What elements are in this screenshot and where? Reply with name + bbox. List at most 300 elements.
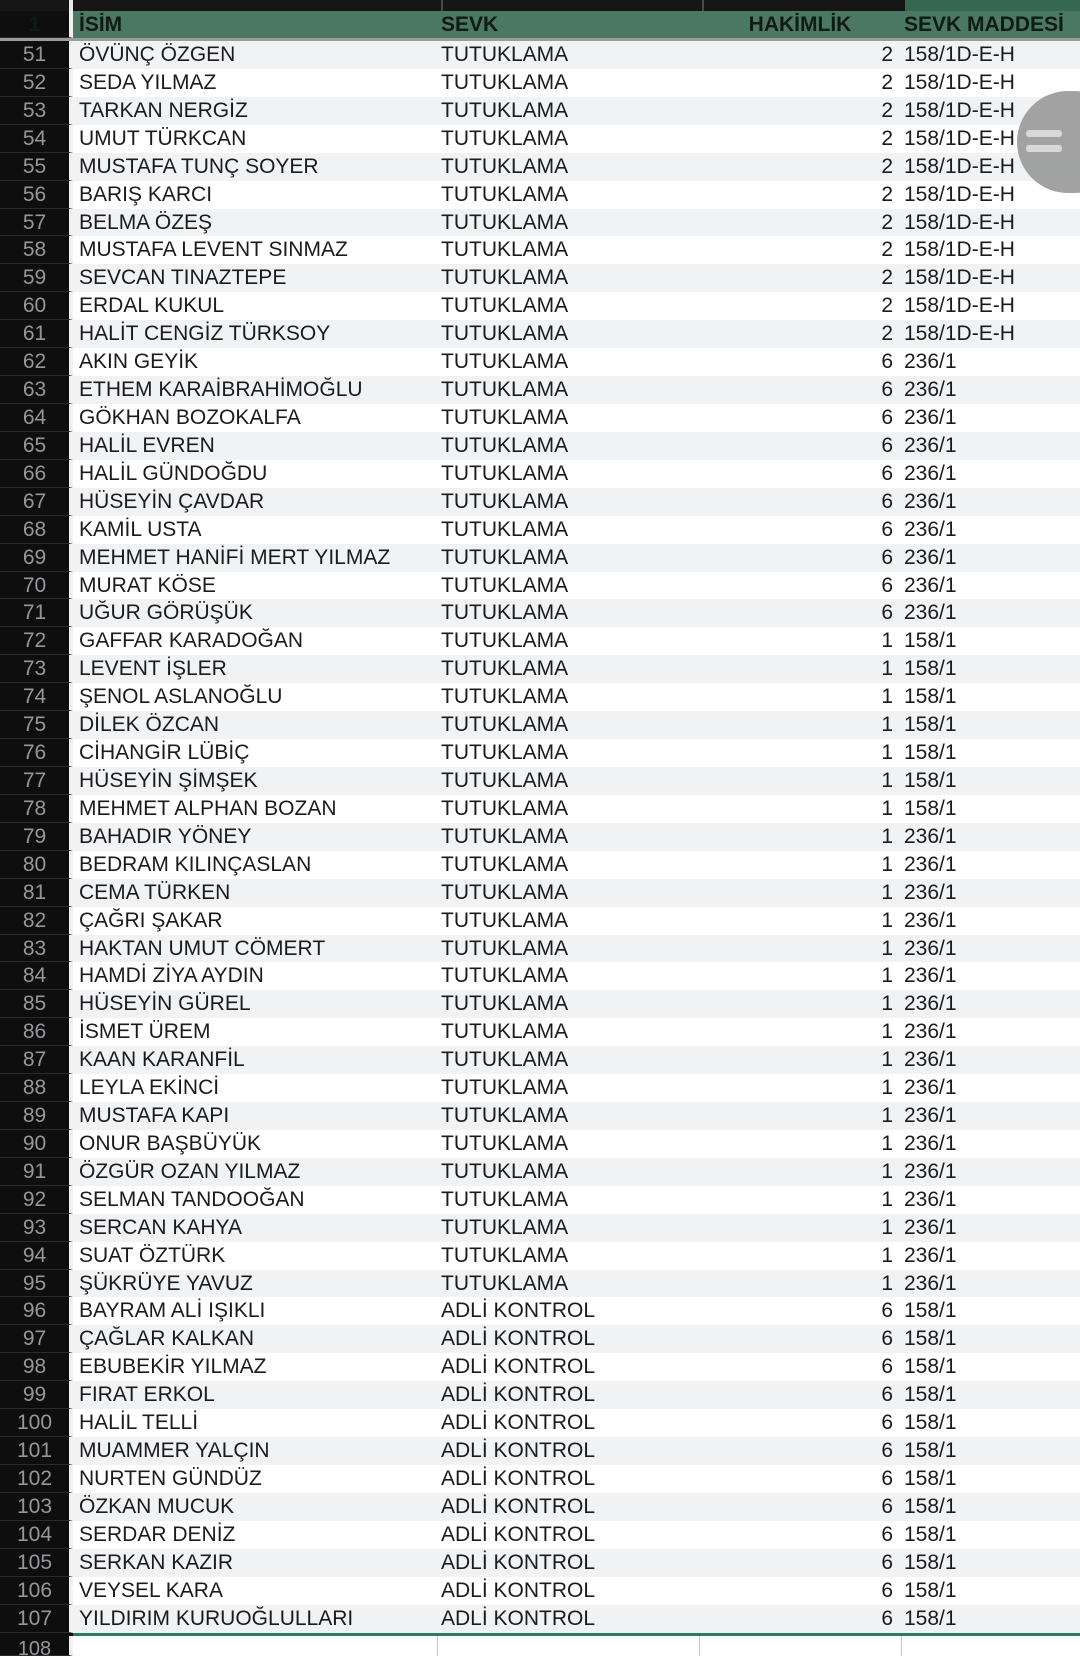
table-row[interactable] [0,292,1080,320]
cell-madde[interactable]: 158/1 [904,1327,957,1351]
cell-isim[interactable]: HALİL EVREN [79,433,215,457]
table-row[interactable] [0,739,1080,767]
cell-sevk[interactable]: TUTUKLAMA [441,294,569,318]
cell-isim[interactable]: SERKAN KAZIR [79,1550,234,1574]
cell-isim[interactable]: GAFFAR KARADOĞAN [79,629,304,653]
cell-sevk[interactable]: TUTUKLAMA [441,489,569,513]
cell-madde[interactable]: 236/1 [904,378,957,402]
table-row[interactable] [0,655,1080,683]
cell-madde[interactable]: 158/1 [904,1606,957,1630]
cell-sevk[interactable]: TUTUKLAMA [441,964,569,988]
cell-sevk[interactable]: TUTUKLAMA [441,210,569,234]
cell-hakimlik[interactable]: 2 [881,98,893,122]
table-row[interactable] [0,627,1080,655]
cell-sevk[interactable]: TUTUKLAMA [441,713,569,737]
cell-hakimlik[interactable]: 6 [881,517,893,541]
cell-isim[interactable]: FIRAT ERKOL [79,1383,215,1407]
cell-hakimlik[interactable]: 6 [881,1522,893,1546]
table-row[interactable] [0,851,1080,879]
table-row[interactable] [0,1353,1080,1381]
cell-sevk[interactable]: TUTUKLAMA [441,1187,569,1211]
cell-madde[interactable]: 158/1 [904,1439,957,1463]
cell-isim[interactable]: UMUT TÜRKCAN [79,126,247,150]
table-row[interactable] [0,879,1080,907]
cell-sevk[interactable]: TUTUKLAMA [441,43,569,66]
cell-sevk[interactable]: TUTUKLAMA [441,1048,569,1072]
table-row[interactable] [0,320,1080,348]
cell-sevk[interactable]: TUTUKLAMA [441,936,569,960]
cell-sevk[interactable]: TUTUKLAMA [441,685,569,709]
cell-isim[interactable]: BARIŞ KARCI [79,182,213,206]
table-row[interactable] [0,1381,1080,1409]
cell-hakimlik[interactable]: 1 [881,1131,893,1155]
cell-madde[interactable]: 158/1 [904,1494,957,1518]
cell-isim[interactable]: LEVENT İŞLER [79,657,227,681]
column-header-hakimlik[interactable]: HAKİMLİK [748,13,852,36]
cell-madde[interactable]: 158/1 [904,1411,957,1435]
cell-isim[interactable]: MUSTAFA TUNÇ SOYER [79,154,319,178]
table-row[interactable] [0,1437,1080,1465]
table-row[interactable] [0,1577,1080,1605]
cell-isim[interactable]: ŞENOL ASLANOĞLU [79,685,283,709]
table-row[interactable] [0,683,1080,711]
cell-madde[interactable]: 236/1 [904,601,957,625]
cell-madde[interactable]: 236/1 [904,1076,957,1100]
cell-sevk[interactable]: TUTUKLAMA [441,1159,569,1183]
cell-sevk[interactable]: TUTUKLAMA [441,126,569,150]
cell-isim[interactable]: NURTEN GÜNDÜZ [79,1467,262,1491]
cell-madde[interactable]: 158/1D-E-H [904,182,1015,206]
cell-sevk[interactable]: TUTUKLAMA [441,852,569,876]
cell-isim[interactable]: TARKAN NERGİZ [79,98,248,122]
cell-sevk[interactable]: TUTUKLAMA [441,1131,569,1155]
table-row[interactable] [0,236,1080,264]
empty-cell[interactable] [699,1636,901,1656]
cell-isim[interactable]: SEDA YILMAZ [79,70,217,94]
table-row[interactable] [0,907,1080,935]
cell-isim[interactable]: SERDAR DENİZ [79,1522,236,1546]
cell-hakimlik[interactable]: 6 [881,545,893,569]
table-row[interactable] [0,1074,1080,1102]
cell-hakimlik[interactable]: 6 [881,1606,893,1630]
cell-row-number: 103 [0,1493,73,1521]
cell-madde[interactable]: 236/1 [904,517,957,541]
cell-sevk[interactable]: TUTUKLAMA [441,1215,569,1239]
cell-isim[interactable]: HALİT CENGİZ TÜRKSOY [79,322,331,346]
table-row[interactable] [0,544,1080,572]
cell-hakimlik[interactable]: 1 [881,964,893,988]
cell-sevk[interactable]: TUTUKLAMA [441,517,569,541]
cell-madde[interactable]: 236/1 [904,433,957,457]
cell-sevk[interactable]: TUTUKLAMA [441,238,569,262]
table-row[interactable] [0,404,1080,432]
cell-hakimlik[interactable]: 6 [881,489,893,513]
cell-isim[interactable]: İSMET ÜREM [79,1020,211,1044]
cell-isim[interactable]: ÖVÜNÇ ÖZGEN [79,43,236,66]
cell-isim[interactable]: CİHANGİR LÜBİÇ [79,741,250,765]
cell-madde[interactable]: 236/1 [904,1187,957,1211]
table-row[interactable] [0,432,1080,460]
cell-madde[interactable]: 236/1 [904,461,957,485]
cell-hakimlik[interactable]: 6 [881,1383,893,1407]
table-row[interactable] [0,1046,1080,1074]
cell-hakimlik[interactable]: 1 [881,768,893,792]
table-row[interactable] [0,264,1080,292]
cell-hakimlik[interactable]: 1 [881,1187,893,1211]
cell-sevk[interactable]: TUTUKLAMA [441,378,569,402]
cell-hakimlik[interactable]: 6 [881,1355,893,1379]
cell-sevk[interactable]: TUTUKLAMA [441,266,569,290]
table-row[interactable] [0,1130,1080,1158]
cell-hakimlik[interactable]: 1 [881,852,893,876]
cell-madde[interactable]: 158/1 [904,1550,957,1574]
cell-isim[interactable]: SEVCAN TINAZTEPE [79,266,287,290]
cell-isim[interactable]: VEYSEL KARA [79,1578,223,1602]
cell-hakimlik[interactable]: 1 [881,880,893,904]
column-header-isim[interactable]: İSİM [79,13,123,36]
table-row[interactable] [0,1102,1080,1130]
cell-hakimlik[interactable]: 2 [881,70,893,94]
table-row[interactable] [0,348,1080,376]
cell-isim[interactable]: EBUBEKİR YILMAZ [79,1355,267,1379]
cell-madde[interactable]: 236/1 [904,1048,957,1072]
table-row[interactable] [0,990,1080,1018]
cell-madde[interactable]: 236/1 [904,1215,957,1239]
cell-madde[interactable]: 158/1 [904,1522,957,1546]
cell-sevk[interactable]: TUTUKLAMA [441,433,569,457]
cell-row-number: 51 [0,41,73,69]
table-row[interactable] [0,97,1080,125]
cell-sevk[interactable]: ADLİ KONTROL [441,1355,596,1379]
cell-hakimlik[interactable]: 1 [881,908,893,932]
table-row[interactable] [0,1605,1080,1633]
cell-hakimlik[interactable]: 2 [881,266,893,290]
cell-isim[interactable]: BEDRAM KILINÇASLAN [79,852,312,876]
cell-isim[interactable]: MUAMMER YALÇIN [79,1439,270,1463]
cell-sevk[interactable]: TUTUKLAMA [441,405,569,429]
cell-sevk[interactable]: ADLİ KONTROL [441,1550,596,1574]
table-row[interactable] [0,1493,1080,1521]
cell-hakimlik[interactable]: 1 [881,629,893,653]
cell-isim[interactable]: YILDIRIM KURUOĞLULLARI [79,1606,354,1630]
cell-madde[interactable]: 158/1D-E-H [904,43,1015,66]
cell-isim[interactable]: HÜSEYİN GÜREL [79,992,251,1016]
cell-row-number: 73 [0,655,73,683]
cell-hakimlik[interactable]: 6 [881,1327,893,1351]
cell-madde[interactable]: 158/1 [904,685,957,709]
cell-sevk[interactable]: ADLİ KONTROL [441,1439,596,1463]
cell-hakimlik[interactable]: 6 [881,601,893,625]
table-row[interactable] [0,1297,1080,1325]
cell-madde[interactable]: 236/1 [904,1131,957,1155]
cell-hakimlik[interactable]: 1 [881,1076,893,1100]
cell-sevk[interactable]: TUTUKLAMA [441,545,569,569]
cell-madde[interactable]: 236/1 [904,1271,957,1295]
table-row[interactable] [0,488,1080,516]
table-row[interactable] [0,935,1080,963]
cell-madde[interactable]: 158/1 [904,629,957,653]
cell-sevk[interactable]: TUTUKLAMA [441,1020,569,1044]
cell-isim[interactable]: MUSTAFA KAPI [79,1104,230,1128]
table-row[interactable] [0,153,1080,181]
cell-isim[interactable]: HÜSEYİN ÇAVDAR [79,489,265,513]
cell-madde[interactable]: 236/1 [904,1104,957,1128]
table-row[interactable] [0,1325,1080,1353]
cell-madde[interactable]: 236/1 [904,908,957,932]
cell-hakimlik[interactable]: 1 [881,1020,893,1044]
cell-madde[interactable]: 158/1D-E-H [904,154,1015,178]
cell-madde[interactable]: 236/1 [904,573,957,597]
table-row-empty[interactable] [0,1636,1080,1656]
cell-sevk[interactable]: TUTUKLAMA [441,70,569,94]
cell-sevk[interactable]: TUTUKLAMA [441,350,569,374]
cell-sevk[interactable]: ADLİ KONTROL [441,1411,596,1435]
cell-hakimlik[interactable]: 1 [881,1271,893,1295]
cell-hakimlik[interactable]: 6 [881,1578,893,1602]
cell-isim[interactable]: HAKTAN UMUT CÖMERT [79,936,326,960]
table-row[interactable] [0,1549,1080,1577]
column-header-sevk-maddesi[interactable]: SEVK MADDESİ [904,13,1064,36]
cell-sevk[interactable]: TUTUKLAMA [441,461,569,485]
cell-isim[interactable]: CEMA TÜRKEN [79,880,231,904]
cell-madde[interactable]: 158/1 [904,796,957,820]
cell-madde[interactable]: 158/1 [904,1299,957,1323]
table-row[interactable] [0,1018,1080,1046]
table-row[interactable] [0,1186,1080,1214]
cell-madde[interactable]: 236/1 [904,964,957,988]
cell-isim[interactable]: KAMİL USTA [79,517,202,541]
cell-madde[interactable]: 236/1 [904,936,957,960]
cell-madde[interactable]: 158/1D-E-H [904,294,1015,318]
empty-cell[interactable] [901,1636,1080,1656]
cell-sevk[interactable]: TUTUKLAMA [441,908,569,932]
cell-isim[interactable]: ÇAĞLAR KALKAN [79,1327,255,1351]
cell-madde[interactable]: 236/1 [904,824,957,848]
cell-madde[interactable]: 236/1 [904,852,957,876]
cell-madde[interactable]: 158/1 [904,713,957,737]
cell-hakimlik[interactable]: 1 [881,824,893,848]
cell-sevk[interactable]: TUTUKLAMA [441,741,569,765]
cell-hakimlik[interactable]: 1 [881,936,893,960]
cell-madde[interactable]: 158/1 [904,1383,957,1407]
table-row[interactable] [0,795,1080,823]
cell-sevk[interactable]: TUTUKLAMA [441,629,569,653]
cell-sevk[interactable]: TUTUKLAMA [441,98,569,122]
cell-isim[interactable]: ONUR BAŞBÜYÜK [79,1131,262,1155]
cell-madde[interactable]: 236/1 [904,350,957,374]
table-row[interactable] [0,125,1080,153]
cell-hakimlik[interactable]: 2 [881,238,893,262]
cell-hakimlik[interactable]: 2 [881,294,893,318]
cell-sevk[interactable]: TUTUKLAMA [441,182,569,206]
cell-isim[interactable]: UĞUR GÖRÜŞÜK [79,601,253,625]
table-row[interactable] [0,1214,1080,1242]
cell-madde[interactable]: 158/1D-E-H [904,210,1015,234]
table-row[interactable] [0,1158,1080,1186]
cell-isim[interactable]: SUAT ÖZTÜRK [79,1243,226,1267]
cell-hakimlik[interactable]: 6 [881,350,893,374]
cell-sevk[interactable]: ADLİ KONTROL [441,1299,596,1323]
cell-madde[interactable]: 236/1 [904,1159,957,1183]
table-row[interactable] [0,711,1080,739]
cell-isim[interactable]: ÖZGÜR OZAN YILMAZ [79,1159,301,1183]
cell-madde[interactable]: 158/1 [904,768,957,792]
cell-madde[interactable]: 158/1 [904,1467,957,1491]
cell-madde[interactable]: 236/1 [904,992,957,1016]
cell-madde[interactable]: 158/1 [904,1578,957,1602]
cell-isim[interactable]: GÖKHAN BOZOKALFA [79,405,301,429]
cell-isim[interactable]: BAYRAM ALİ IŞIKLI [79,1299,266,1323]
cell-isim[interactable]: DİLEK ÖZCAN [79,713,220,737]
cell-isim[interactable]: MURAT KÖSE [79,573,216,597]
cell-hakimlik[interactable]: 1 [881,796,893,820]
cell-sevk[interactable]: TUTUKLAMA [441,768,569,792]
cell-hakimlik[interactable]: 2 [881,322,893,346]
table-row[interactable] [0,599,1080,627]
cell-isim[interactable]: HALİL GÜNDOĞDU [79,461,268,485]
cell-isim[interactable]: KAAN KARANFİL [79,1048,245,1072]
cell-hakimlik[interactable]: 1 [881,1215,893,1239]
cell-sevk[interactable]: ADLİ KONTROL [441,1522,596,1546]
cell-sevk[interactable]: TUTUKLAMA [441,573,569,597]
cell-hakimlik[interactable]: 1 [881,713,893,737]
empty-cell[interactable] [73,1636,437,1656]
cell-row-number: 83 [0,935,73,963]
table-row[interactable] [0,1465,1080,1493]
cell-isim[interactable]: ETHEM KARAİBRAHİMOĞLU [79,378,363,402]
cell-sevk[interactable]: ADLİ KONTROL [441,1494,596,1518]
cell-sevk[interactable]: TUTUKLAMA [441,992,569,1016]
cell-isim[interactable]: AKIN GEYİK [79,350,199,374]
cell-hakimlik[interactable]: 1 [881,1048,893,1072]
cell-isim[interactable]: HÜSEYİN ŞİMŞEK [79,768,258,792]
table-row[interactable] [0,962,1080,990]
cell-isim[interactable]: ÖZKAN MUCUK [79,1494,235,1518]
cell-isim[interactable]: SELMAN TANDOOĞAN [79,1187,305,1211]
table-row[interactable] [0,516,1080,544]
cell-sevk[interactable]: TUTUKLAMA [441,1243,569,1267]
cell-hakimlik[interactable]: 6 [881,1550,893,1574]
table-row[interactable] [0,1242,1080,1270]
table-row[interactable] [0,572,1080,600]
cell-sevk[interactable]: TUTUKLAMA [441,824,569,848]
cell-sevk[interactable]: TUTUKLAMA [441,322,569,346]
cell-hakimlik[interactable]: 6 [881,433,893,457]
cell-hakimlik[interactable]: 2 [881,154,893,178]
cell-hakimlik[interactable]: 2 [881,210,893,234]
cell-isim[interactable]: SERCAN KAHYA [79,1215,242,1239]
cell-hakimlik[interactable]: 6 [881,1299,893,1323]
cell-isim[interactable]: HALİL TELLİ [79,1411,199,1435]
cell-hakimlik[interactable]: 1 [881,1243,893,1267]
cell-sevk[interactable]: TUTUKLAMA [441,657,569,681]
cell-hakimlik[interactable]: 6 [881,1411,893,1435]
cell-sevk[interactable]: ADLİ KONTROL [441,1383,596,1407]
empty-cell[interactable] [437,1636,699,1656]
cell-isim[interactable]: LEYLA EKİNCİ [79,1076,220,1100]
cell-hakimlik[interactable]: 1 [881,1159,893,1183]
cell-hakimlik[interactable]: 6 [881,405,893,429]
cell-madde[interactable]: 158/1 [904,741,957,765]
cell-hakimlik[interactable]: 6 [881,461,893,485]
cell-madde[interactable]: 158/1D-E-H [904,98,1015,122]
cell-sevk[interactable]: TUTUKLAMA [441,154,569,178]
cell-sevk[interactable]: TUTUKLAMA [441,880,569,904]
cell-madde[interactable]: 158/1D-E-H [904,322,1015,346]
row-number-header[interactable]: 1 [0,11,73,38]
cell-madde[interactable]: 236/1 [904,405,957,429]
table-row[interactable] [0,823,1080,851]
cell-isim[interactable]: MUSTAFA LEVENT SINMAZ [79,238,348,262]
table-row[interactable] [0,181,1080,209]
cell-hakimlik[interactable]: 1 [881,657,893,681]
table-row[interactable] [0,1521,1080,1549]
cell-hakimlik[interactable]: 1 [881,992,893,1016]
cell-hakimlik[interactable]: 1 [881,685,893,709]
table-row[interactable] [0,41,1080,69]
table-row[interactable] [0,1270,1080,1298]
cell-madde[interactable]: 236/1 [904,489,957,513]
cell-isim[interactable]: BAHADIR YÖNEY [79,824,252,848]
cell-isim[interactable]: MEHMET HANİFİ MERT YILMAZ [79,545,391,569]
column-header-sevk[interactable]: SEVK [441,13,499,36]
table-row[interactable] [0,460,1080,488]
cell-sevk[interactable]: TUTUKLAMA [441,1076,569,1100]
cell-hakimlik[interactable]: 6 [881,1439,893,1463]
table-row[interactable] [0,1409,1080,1437]
cell-isim[interactable]: ERDAL KUKUL [79,294,225,318]
cell-isim[interactable]: BELMA ÖZEŞ [79,210,213,234]
cell-hakimlik[interactable]: 2 [881,182,893,206]
cell-hakimlik[interactable]: 6 [881,378,893,402]
cell-madde[interactable]: 236/1 [904,1020,957,1044]
cell-hakimlik[interactable]: 1 [881,1104,893,1128]
cell-sevk[interactable]: ADLİ KONTROL [441,1606,596,1630]
cell-hakimlik[interactable]: 1 [881,741,893,765]
cell-isim[interactable]: ŞÜKRÜYE YAVUZ [79,1271,253,1295]
cell-madde[interactable]: 158/1 [904,1355,957,1379]
cell-madde[interactable]: 158/1D-E-H [904,266,1015,290]
table-row[interactable] [0,767,1080,795]
cell-sevk[interactable]: ADLİ KONTROL [441,1327,596,1351]
cell-sevk[interactable]: ADLİ KONTROL [441,1578,596,1602]
cell-madde[interactable]: 236/1 [904,880,957,904]
cell-madde[interactable]: 236/1 [904,1243,957,1267]
table-row[interactable] [0,209,1080,237]
cell-hakimlik[interactable]: 2 [881,43,893,66]
cell-madde[interactable]: 158/1D-E-H [904,70,1015,94]
cell-sevk[interactable]: TUTUKLAMA [441,1104,569,1128]
cell-isim[interactable]: ÇAĞRI ŞAKAR [79,908,223,932]
cell-hakimlik[interactable]: 6 [881,573,893,597]
table-row[interactable] [0,69,1080,97]
cell-sevk[interactable]: TUTUKLAMA [441,601,569,625]
cell-sevk[interactable]: TUTUKLAMA [441,796,569,820]
scrollbar-grip-line [1026,130,1062,137]
cell-madde[interactable]: 236/1 [904,545,957,569]
cell-madde[interactable]: 158/1D-E-H [904,126,1015,150]
cell-isim[interactable]: MEHMET ALPHAN BOZAN [79,796,337,820]
cell-madde[interactable]: 158/1D-E-H [904,238,1015,262]
cell-madde[interactable]: 158/1 [904,657,957,681]
cell-isim[interactable]: HAMDİ ZİYA AYDIN [79,964,264,988]
cell-hakimlik[interactable]: 6 [881,1494,893,1518]
cell-sevk[interactable]: ADLİ KONTROL [441,1467,596,1491]
cell-sevk[interactable]: TUTUKLAMA [441,1271,569,1295]
cell-hakimlik[interactable]: 2 [881,126,893,150]
cell-hakimlik[interactable]: 6 [881,1467,893,1491]
table-row[interactable] [0,376,1080,404]
